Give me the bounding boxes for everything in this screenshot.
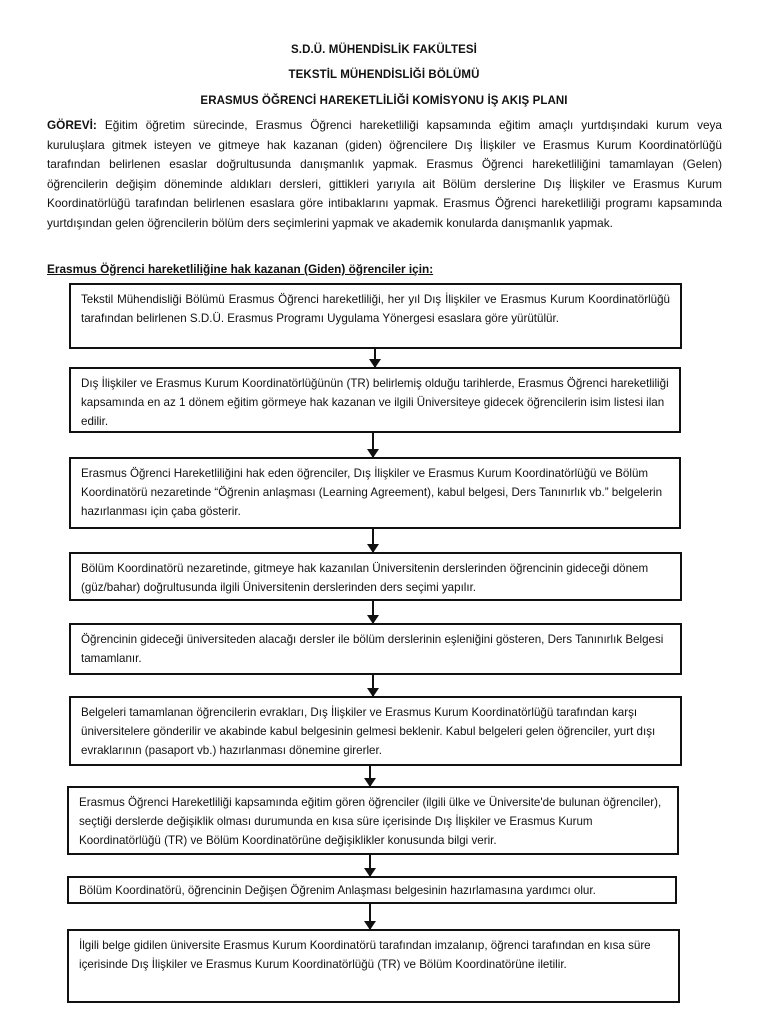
flow-step-8: Bölüm Koordinatörü, öğrencinin Değişen Öğrenim Anlaşması belgesinin hazırlamasına yardımcı olur.: [67, 876, 677, 904]
plan-title: ERASMUS ÖĞRENCİ HAREKETLİLİĞİ KOMİSYONU İŞ AKIŞ PLANI: [200, 95, 568, 107]
flow-arrow-2: [372, 433, 374, 457]
duty-text: Eğitim öğretim sürecinde, Erasmus Öğrenci hareketliliği kapsamında eğitim amaçlı yurtdışındaki kurum veya kuruluşlara gitmek isteyen ve gitmeye hak kazanan (giden) öğrencilere Dış İlişkiler ve Erasmus Kurum Koordinatörlüğü tarafından belirlenen esaslar doğrultusunda danışmanlık yapmak. Erasmus Öğrenci hareketliliğini tamamlayan (Gelen) öğrencilerin değişim döneminde aldıkları dersleri, gittikleri yarıyıla ait Bölüm derslerine Dış İlişkiler ve Erasmus Kurum Koordinatörlüğü tarafından belirlenen esaslara göre intibaklarını yapmak. Erasmus Öğrenci hareketliliği programı kapsamında yurtdışından gelen öğrencilerin bölüm ders seçimlerini yapmak ve akademik konularda danışmanlık yapmak.: [47, 118, 722, 230]
flow-step-9: İlgili belge gidilen üniversite Erasmus Kurum Koordinatörü tarafından imzalanıp, öğrenci tarafından en kısa süre içerisinde Dış İlişkiler ve Erasmus Kurum Koordinatörlüğü (TR) ve Bölüm Koordinatörüne iletilir.: [67, 929, 680, 1003]
flow-step-7: Erasmus Öğrenci Hareketliliği kapsamında eğitim gören öğrenciler (ilgili ülke ve Üniversite'de bulunan öğrenciler), seçtiği derslerde değişiklik olması durumunda en kısa süre içerisinde Dış İlişkiler ve Erasmus Kurum Koordinatörlüğü (TR) ve Bölüm Koordinatörüne değişiklikler konusunda bilgi verir.: [67, 786, 679, 855]
flow-step-3: Erasmus Öğrenci Hareketliliğini hak eden öğrenciler, Dış İlişkiler ve Erasmus Kurum Koordinatörlüğü ve Bölüm Koordinatörü nezaretinde “Öğrenin anlaşması (Learning Agreement), kabul belgesi, Ders Tanınırlık vb.” belgelerin hazırlanması için çaba gösterir.: [69, 457, 681, 529]
flow-step-5: Öğrencinin gideceği üniversiteden alacağı dersler ile bölüm derslerinin eşleniğini gösteren, Ders Tanınırlık Belgesi tamamlanır.: [69, 623, 682, 675]
section-heading: Erasmus Öğrenci hareketliliğine hak kazanan (Giden) öğrenciler için:: [47, 262, 434, 276]
duty-paragraph: [47, 116, 722, 234]
flow-arrow-1: [374, 349, 376, 367]
flow-step-6: Belgeleri tamamlanan öğrencilerin evrakları, Dış İlişkiler ve Erasmus Kurum Koordinatörlüğü tarafından karşı üniversitelere gönderilir ve akabinde kabul belgesinin gelmesi beklenir. Kabul belgeleri gelen öğrenciler, yurt dışı evraklarının (pasaport vb.) hazırlanması dönemine girerler.: [69, 696, 682, 766]
flow-step-4: Bölüm Koordinatörü nezaretinde, gitmeye hak kazanılan Üniversitenin derslerinden öğrencinin gideceği dönem (güz/bahar) doğrultusunda ilgili Üniversitenin derslerinden ders seçimi yapılır.: [69, 552, 682, 601]
flow-arrow-8: [369, 904, 371, 929]
flow-arrow-7: [369, 855, 371, 876]
flow-arrow-4: [372, 601, 374, 623]
duty-label: GÖREVİ:: [47, 118, 97, 132]
flow-arrow-3: [372, 529, 374, 552]
flow-arrow-6: [369, 766, 371, 786]
faculty-title: S.D.Ü. MÜHENDİSLİK FAKÜLTESİ: [291, 44, 477, 56]
department-title: TEKSTİL MÜHENDİSLİĞİ BÖLÜMÜ: [288, 69, 480, 81]
flow-step-2: Dış İlişkiler ve Erasmus Kurum Koordinatörlüğünün (TR) belirlemiş olduğu tarihlerde, Erasmus Öğrenci hareketliliği kapsamında en az 1 dönem eğitim görmeye hak kazanan ve ilgili Üniversiteye gidecek öğrencilerin isim listesi ilan edilir.: [69, 367, 681, 433]
flow-step-1: Tekstil Mühendisliği Bölümü Erasmus Öğrenci hareketliliği, her yıl Dış İlişkiler ve Erasmus Kurum Koordinatörlüğü tarafından belirlenen S.D.Ü. Erasmus Programı Uygulama Yönergesi esaslara göre yürütülür.: [69, 283, 682, 349]
flow-arrow-5: [372, 675, 374, 696]
